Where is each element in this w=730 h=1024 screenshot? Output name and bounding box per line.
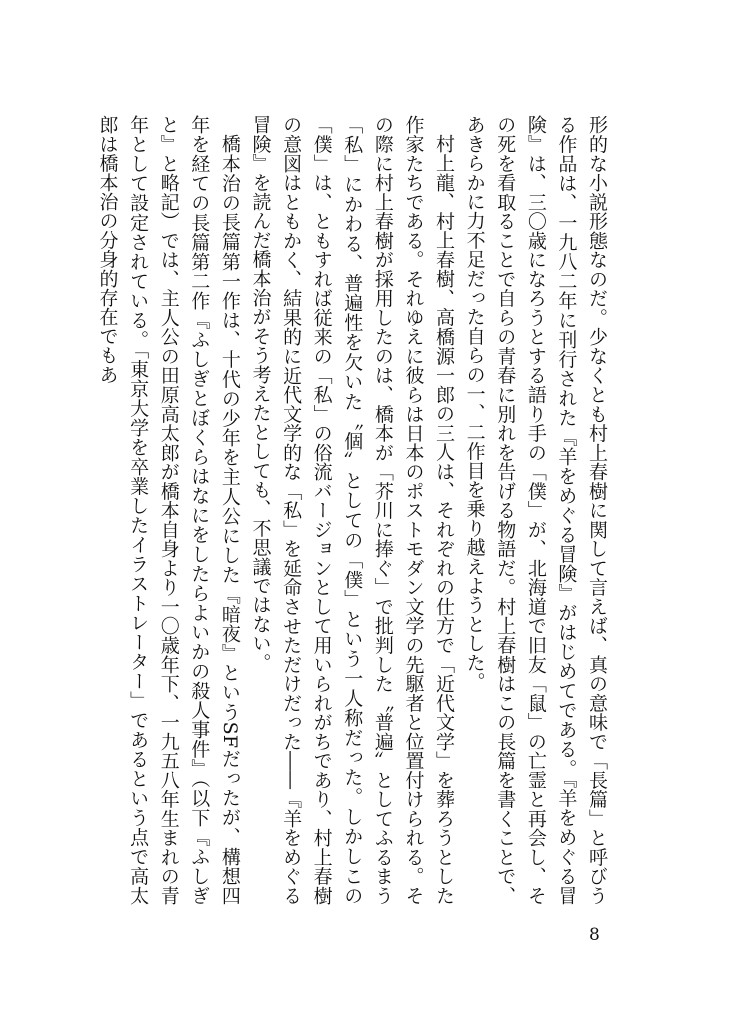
paragraph-3: 橋本治の長篇第一作は、十代の少年を主人公にした『暗夜』というSFだったが、構想四年を経ての長篇第二作『ふしぎとぼくらはなにをしたらよいかの殺人事件』（以下『ふしぎと』と略記）では、主人公の田原高太郎が橋本自身より一〇歳年下、一九五八年生まれの青年として設定されている。「東京大学を卒業したイラストレーター」であるという点で高太郎は橋本治の分身的存在でもあ xyxy=(96,115,241,905)
vertical-text-block xyxy=(96,115,612,905)
paragraph-1: 形的な小説形態なのだ。少なくとも村上春樹に関して言えば、真の意味で「長篇」と呼びうる作品は、一九八二年に刊行された『羊をめぐる冒険』がはじめてである。『羊をめぐる冒険』は、三〇歳になろうとする語り手の「僕」が、北海道で旧友「鼠」の亡霊と再会し、その死を看取ることで自らの青春に別れを告げる物語だ。村上春樹はこの長篇を書くことで、あきらかに力不足だった自らの一、二作目を乗り越えようとした。 xyxy=(463,115,608,905)
page-number: 8 xyxy=(589,925,600,945)
paragraph-2: 村上龍、村上春樹、高橋源一郎の三人は、それぞれの仕方で「近代文学」を葬ろうとした作家たちである。それゆえに彼らは日本のポストモダン文学の先駆者と位置付けられる。その際に村上春樹が採用したのは、橋本が「芥川に捧ぐ」で批判した〝普遍〟としてふるまう「私」にかわる、普遍性を欠いた〝個〟としての「僕」という一人称だった。しかしこの「僕」は、ともすれば従来の「私」の俗流バージョンとして用いられがちであり、村上春樹の意図はともかく、結果的に近代文学的な「私」を延命させただけだった――『羊をめぐる冒険』を読んだ橋本治がそう考えたとしても、不思議ではない。 xyxy=(249,115,456,905)
